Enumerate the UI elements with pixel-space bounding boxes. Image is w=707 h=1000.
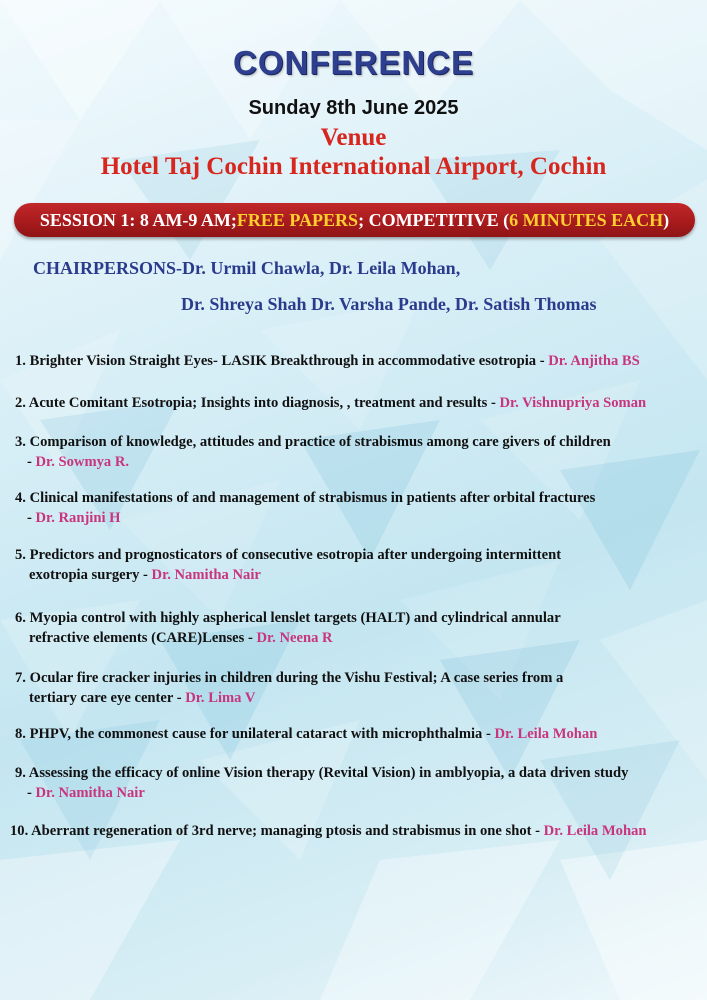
- paper-item: 4. Clinical manifestations of and management of strabismus in patients after orbital fractures - Dr. Ranjini H: [15, 490, 596, 526]
- paper-item: 7. Ocular fire cracker injuries in children during the Vishu Festival; A case series from a tertiary care eye center - Dr. Lima V: [15, 670, 564, 706]
- paper-author: Dr. Leila Mohan: [543, 823, 647, 839]
- paper-item: 3. Comparison of knowledge, attitudes and practice of strabismus among care givers of children - Dr. Sowmya R.: [15, 434, 611, 470]
- paper-item: 8. PHPV, the commonest cause for unilateral cataract with microphthalmia - Dr. Leila Mohan: [15, 726, 598, 742]
- chairpersons-line-2: Dr. Shreya Shah Dr. Varsha Pande, Dr. Satish Thomas: [181, 294, 597, 314]
- session-type: FREE PAPERS: [236, 209, 359, 230]
- session-close-paren: ): [663, 209, 670, 230]
- paper-author: Dr. Vishnupriya Soman: [499, 395, 647, 411]
- paper-author: Dr. Namitha Nair: [35, 785, 145, 801]
- paper-item: 5. Predictors and prognosticators of consecutive esotropia after undergoing intermittent exotropia surgery - Dr. Namitha Nair: [15, 547, 562, 583]
- paper-item: 6. Myopia control with highly aspherical lenslet targets (HALT) and cylindrical annular refractive elements (CARE)Lenses - Dr. Neena R: [15, 610, 561, 646]
- session-time: SESSION 1: 8 AM-9 AM;: [39, 209, 237, 230]
- paper-item: 2. Acute Comitant Esotropia; Insights into diagnosis, , treatment and results - Dr. Vishnupriya Soman: [15, 395, 647, 411]
- session-banner: [14, 203, 695, 237]
- paper-author: Dr. Ranjini H: [35, 510, 121, 526]
- conference-title: CONFERENCE: [232, 44, 475, 81]
- paper-author: Dr. Namitha Nair: [151, 567, 261, 583]
- paper-item: 9. Assessing the efficacy of online Vision therapy (Revital Vision) in amblyopia, a data driven study - Dr. Namitha Nair: [15, 765, 629, 801]
- paper-item: 1. Brighter Vision Straight Eyes- LASIK Breakthrough in accommodative esotropia - Dr. Anjitha BS: [15, 353, 640, 369]
- venue-label: Venue: [320, 124, 387, 151]
- paper-item: 10. Aberrant regeneration of 3rd nerve; managing ptosis and strabismus in one shot - Dr. Leila Mohan: [10, 823, 647, 839]
- chairpersons-line-1: CHAIRPERSONS-Dr. Urmil Chawla, Dr. Leila Mohan,: [33, 258, 461, 278]
- venue-name: Hotel Taj Cochin International Airport, Cochin: [100, 153, 607, 180]
- event-date: Sunday 8th June 2025: [248, 97, 459, 119]
- session-competitive: ; COMPETITIVE (: [358, 209, 510, 230]
- session-duration: 6 MINUTES EACH: [509, 209, 664, 230]
- paper-author: Dr. Anjitha BS: [548, 353, 640, 369]
- paper-author: Dr. Neena R: [256, 630, 333, 646]
- paper-author: Dr. Sowmya R.: [35, 454, 130, 470]
- paper-author: Dr. Lima V: [185, 690, 256, 706]
- paper-author: Dr. Leila Mohan: [494, 726, 598, 742]
